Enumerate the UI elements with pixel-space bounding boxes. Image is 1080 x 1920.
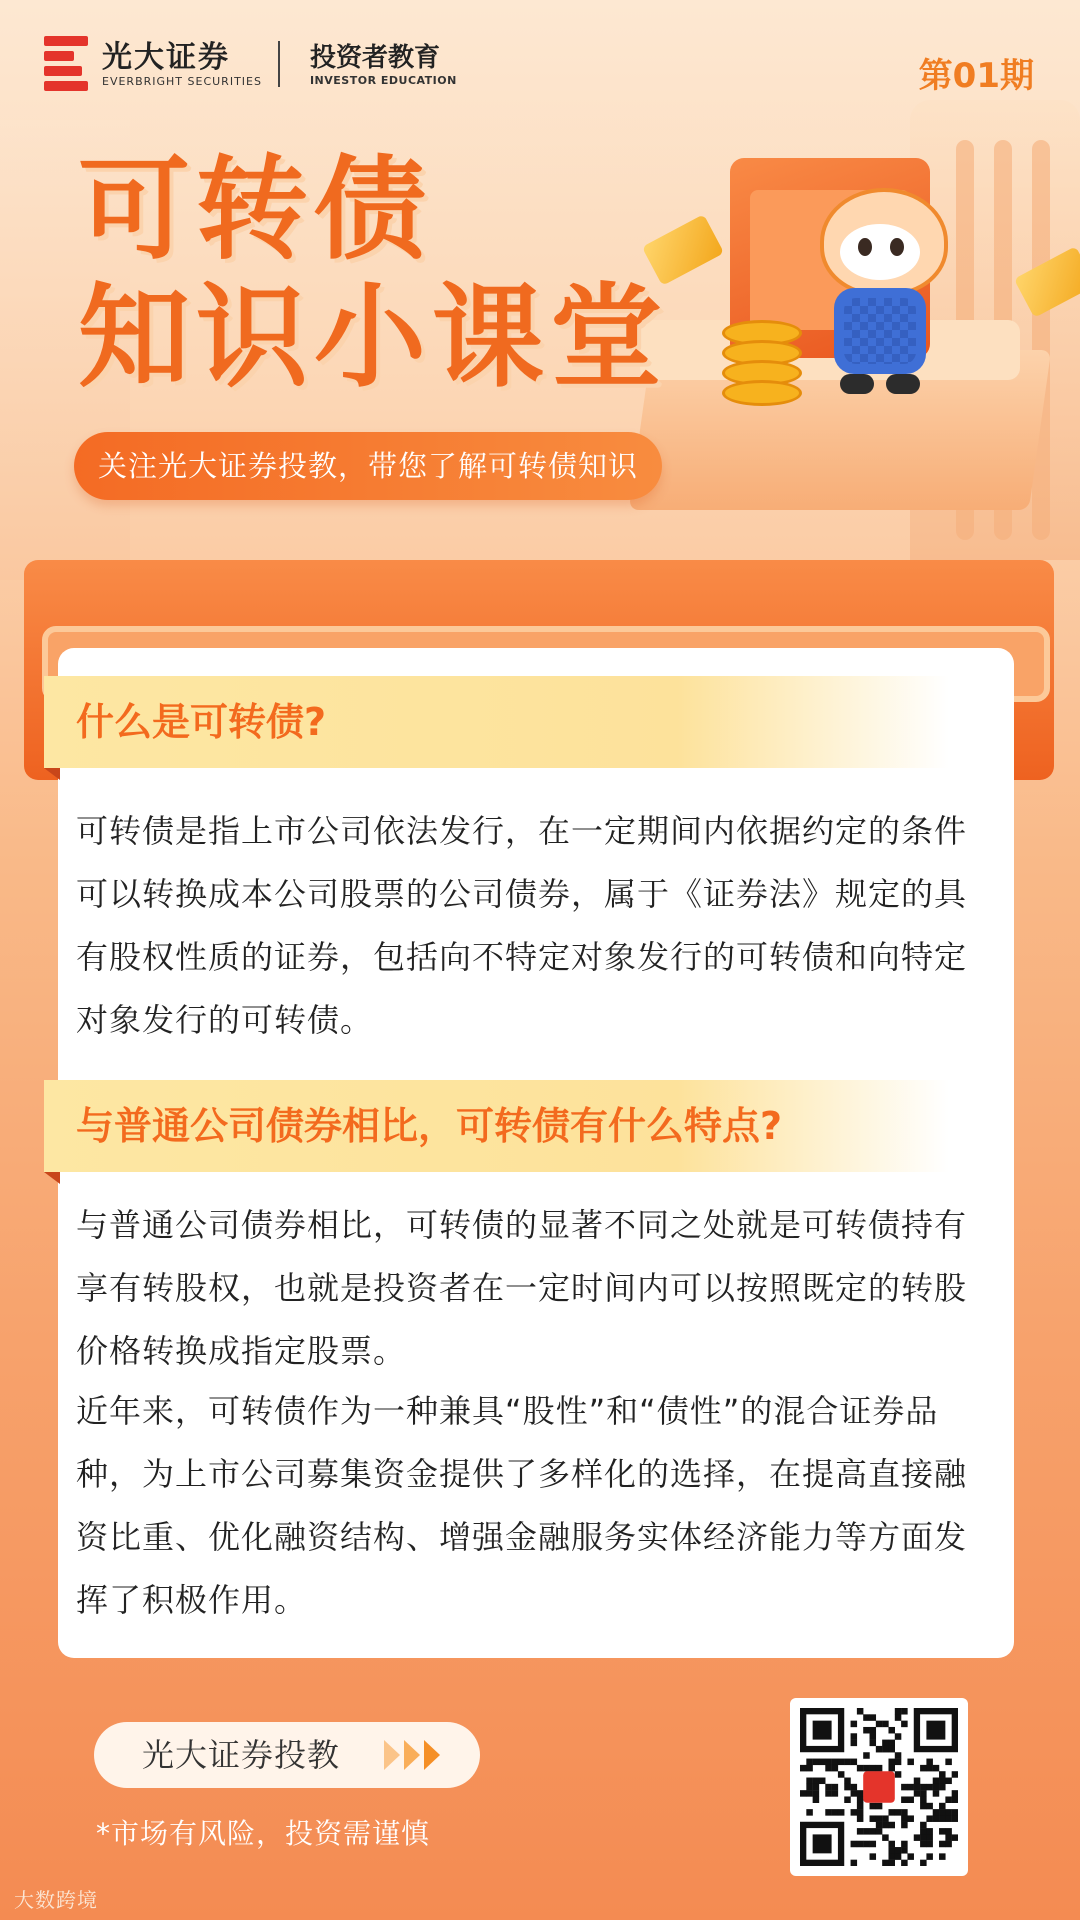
edu-title-en: INVESTOR EDUCATION xyxy=(309,73,457,87)
mascot-icon xyxy=(810,188,950,408)
ribbon-fold xyxy=(44,768,60,780)
answer-paragraph-1: 可转债是指上市公司依法发行，在一定期间内依据约定的条件可以转换成本公司股票的公司债券，属于《证券法》规定的具有股权性质的证券，包括向不特定对象发行的可转债和向特定对象发行的可转债。 xyxy=(76,812,968,1039)
risk-disclaimer: *市场有风险，投资需谨慎 xyxy=(96,1817,431,1850)
chevron-right-icon xyxy=(384,1740,400,1770)
brand-name-cn: 光大证券 xyxy=(102,39,230,75)
chevron-right-icon xyxy=(424,1740,440,1770)
qr-code-icon[interactable] xyxy=(790,1698,968,1876)
chevron-right-icon xyxy=(404,1740,420,1770)
hero-title-line1: 可转债 xyxy=(78,145,432,275)
coin-icon xyxy=(722,380,802,406)
answer-paragraph-3: 近年来，可转债作为一种兼具“股性”和“债性”的混合证券品种，为上市公司募集资金提供了多样化的选择，在提高直接融资比重、优化融资结构、增强金融服务实体经济能力等方面发挥了积极作用。 xyxy=(76,1392,968,1619)
follow-account-label: 光大证券投教 xyxy=(142,1736,341,1774)
watermark-text: 大数跨境 xyxy=(14,1888,98,1912)
hero-title-line2: 知识小课堂 xyxy=(78,273,668,403)
pillar-decoration xyxy=(1032,140,1050,540)
follow-account-button[interactable] xyxy=(94,1722,480,1788)
hero-subtitle: 关注光大证券投教，带您了解可转债知识 xyxy=(74,432,662,500)
question-heading-2: 与普通公司债券相比，可转债有什么特点? xyxy=(44,1080,949,1172)
ribbon-fold xyxy=(44,1172,60,1184)
brand-logo xyxy=(44,36,457,92)
qr-code-graphic xyxy=(800,1708,958,1866)
answer-paragraph-2: 与普通公司债券相比，可转债的显著不同之处就是可转债持有享有转股权，也就是投资者在一定时间内可以按照既定的转股价格转换成指定股票。 xyxy=(76,1206,968,1370)
question-heading-1: 什么是可转债? xyxy=(44,676,949,768)
logo-mark-icon xyxy=(44,36,88,92)
issue-number: 第01期 xyxy=(918,56,1034,96)
brand-name-en: EVERBRIGHT SECURITIES xyxy=(102,74,262,88)
edu-title-cn: 投资者教育 xyxy=(309,42,440,73)
logo-divider xyxy=(278,41,280,87)
